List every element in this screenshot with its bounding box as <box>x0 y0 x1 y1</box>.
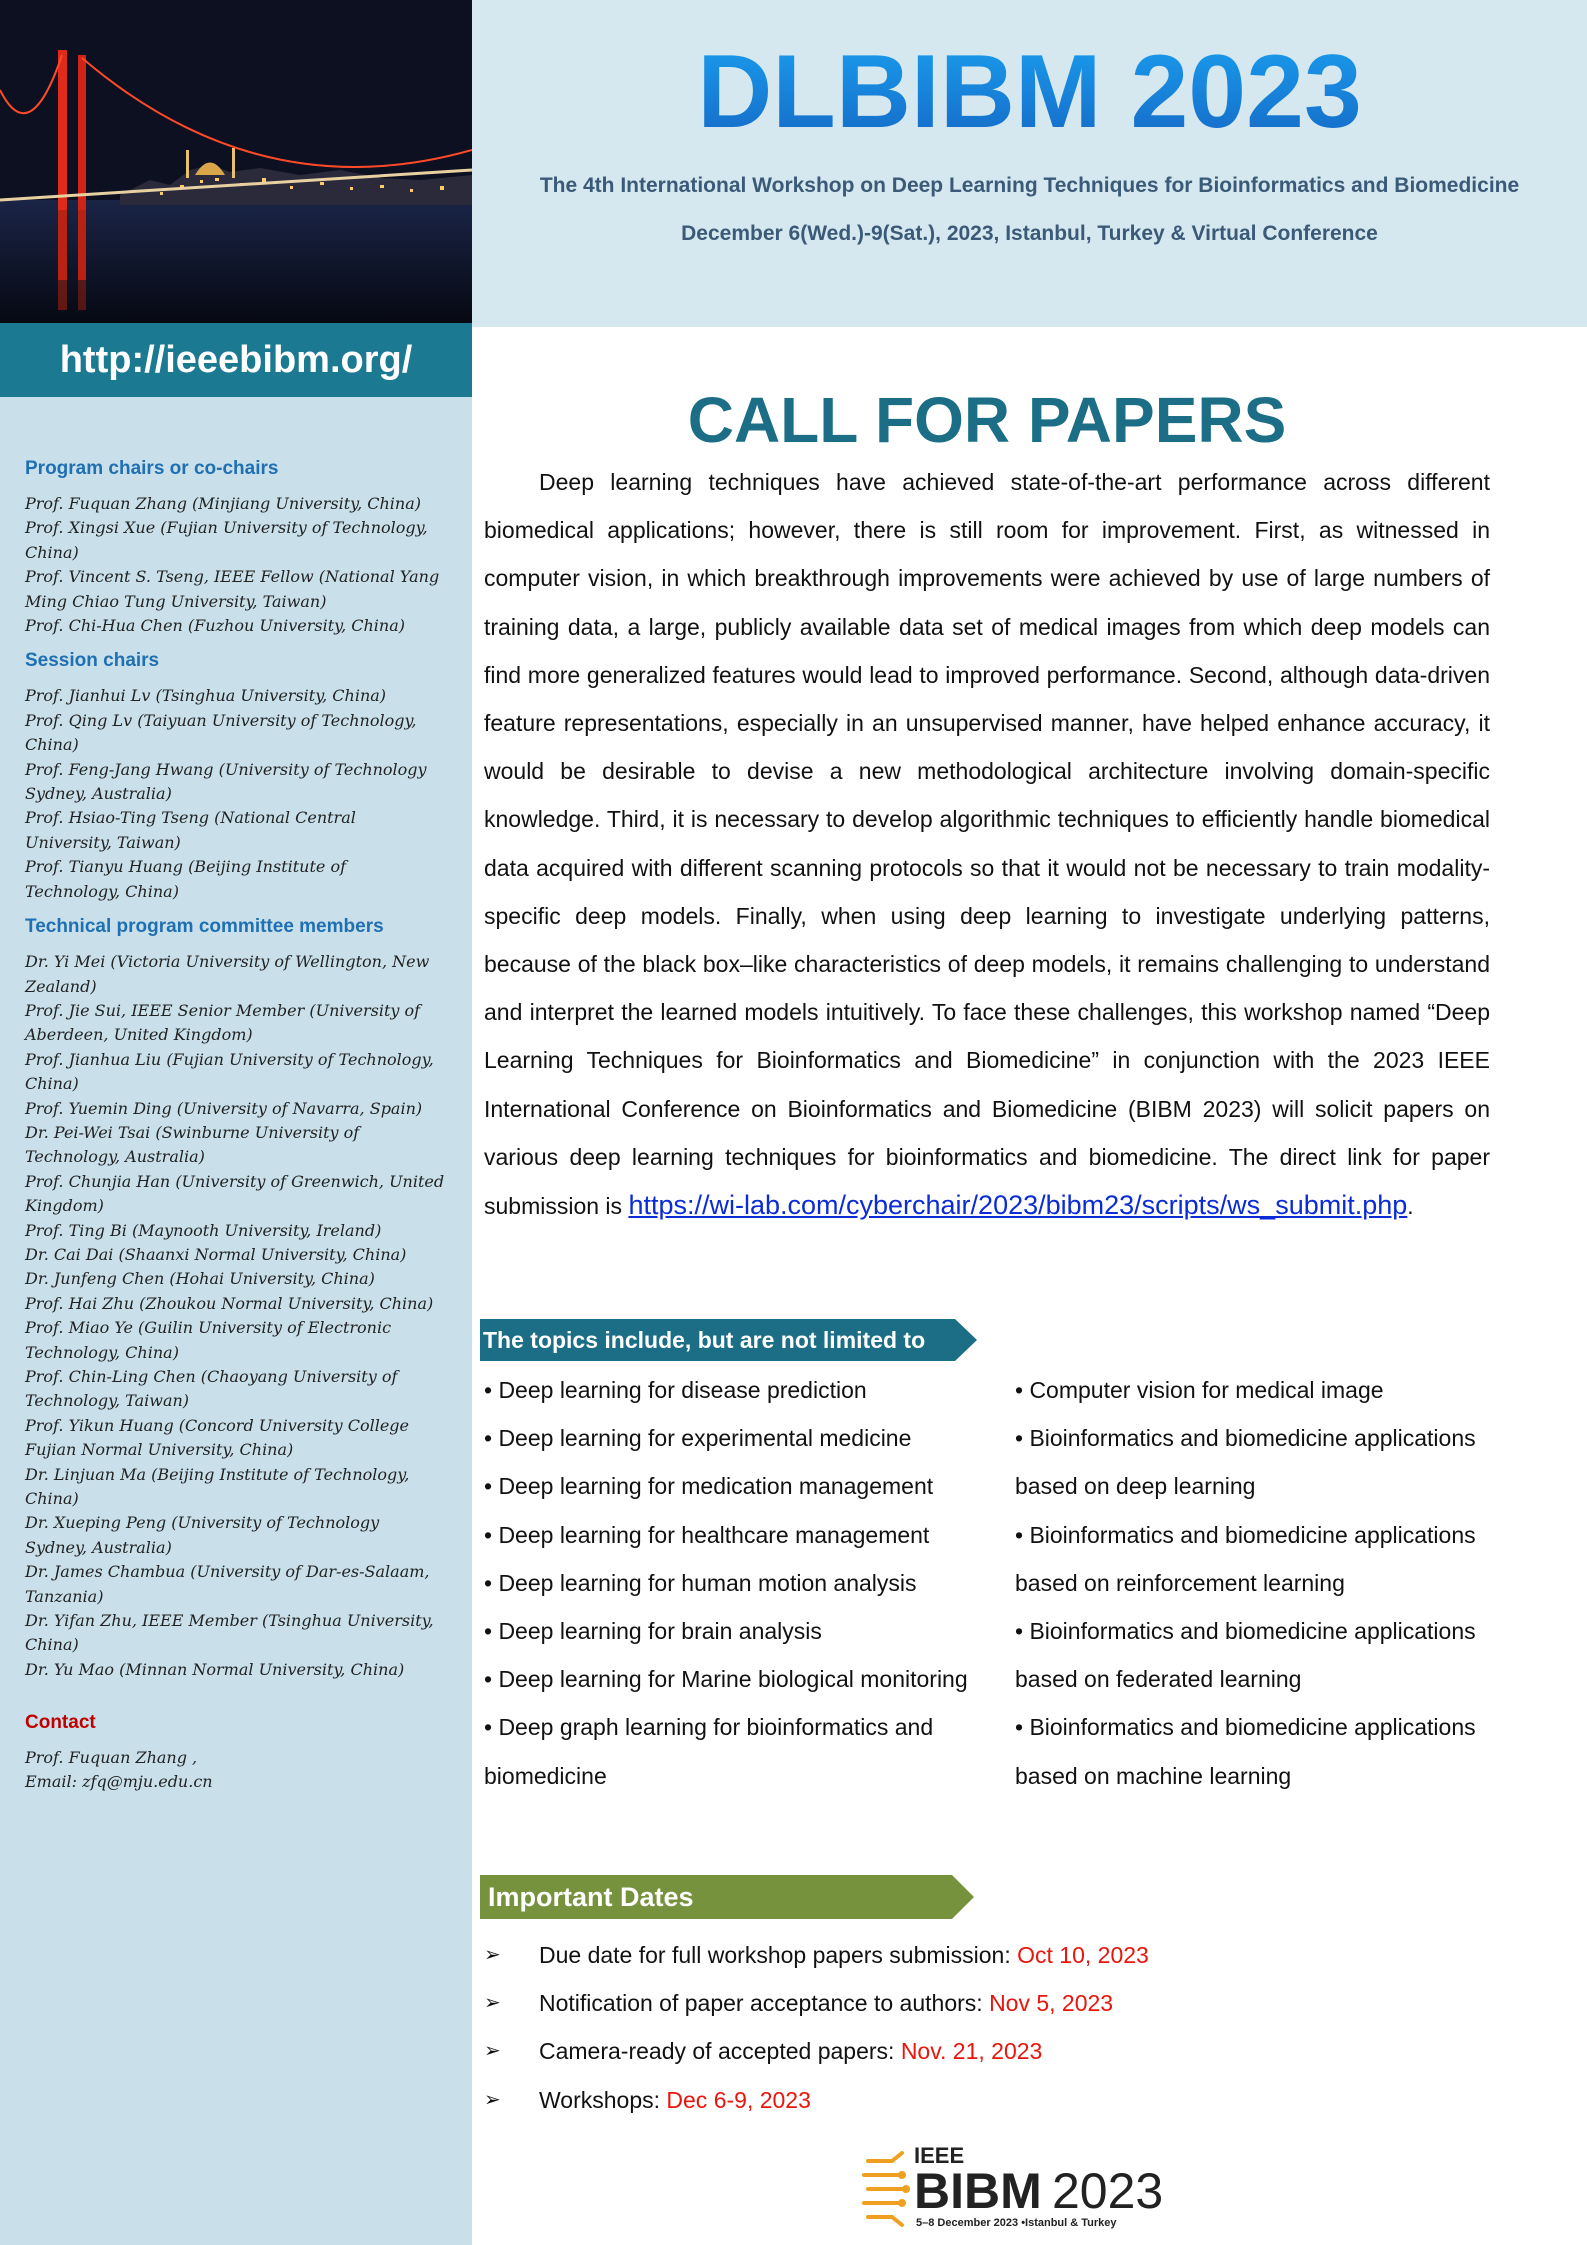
committee-member: Prof. Chunjia Han (University of Greenwich, United Kingdom) <box>25 1171 445 1216</box>
topic-item: • Bioinformatics and biomedicine applications based on reinforcement learning <box>1015 1521 1476 1596</box>
sidebar <box>0 0 472 2245</box>
workshop-title: DLBIBM 2023 <box>472 32 1587 152</box>
circuit-icon <box>862 2151 912 2231</box>
committee-member: Prof. Miao Ye (Guilin University of Electronic Technology, China) <box>25 1318 392 1362</box>
link-suffix: . <box>1407 1193 1414 1220</box>
workshop-dates: December 6(Wed.)-9(Sat.), 2023, Istanbul, Turkey & Virtual Conference <box>681 222 1378 245</box>
committee-member: Prof. Chi-Hua Chen (Fuzhou University, China) <box>25 616 405 636</box>
committee-member: Dr. Xueping Peng (University of Technology Sydney, Australia) <box>25 1513 380 1557</box>
bosphorus-bridge-photo <box>0 0 472 323</box>
topic-item: • Deep learning for healthcare management <box>484 1521 930 1548</box>
header <box>472 0 1587 327</box>
date-item <box>484 2027 1149 2075</box>
date-label: Notification of paper acceptance to authors: <box>539 1990 990 2017</box>
date-item <box>484 1979 1149 2027</box>
committee-member: Dr. Junfeng Chen (Hohai University, China) <box>25 1269 375 1289</box>
logo-subline: 5–8 December 2023 •Istanbul & Turkey <box>916 2217 1117 2229</box>
committee-member: Dr. Yifan Zhu, IEEE Member (Tsinghua University, China) <box>25 1611 434 1655</box>
date-value: Nov 5, 2023 <box>989 1990 1114 2017</box>
logo-ieee: IEEE <box>914 2143 965 2168</box>
committee-member: Prof. Hsiao-Ting Tseng (National Central University, Taiwan) <box>25 808 356 852</box>
topic-item: • Deep learning for Marine biological monitoring <box>484 1666 968 1693</box>
date-value: Dec 6-9, 2023 <box>666 2086 811 2113</box>
date-item <box>484 1931 1149 1979</box>
logo-year: 2023 <box>1052 2163 1164 2219</box>
committee-member: Dr. Pei-Wei Tsai (Swinburne University of Technology, Australia) <box>25 1122 360 1167</box>
sidebar-section-heading: Technical program committee members <box>25 916 384 938</box>
arrow-bullet-icon: ➢ <box>484 1944 501 1966</box>
committee-member: Prof. Qing Lv (Taiyuan University of Technology, China) <box>25 710 417 755</box>
topic-item: • Bioinformatics and biomedicine applications based on federated learning <box>1015 1618 1476 1693</box>
committee-member: Prof. Tianyu Huang (Beijing Institute of Technology, China) <box>25 857 347 901</box>
committee-member: Prof. Xingsi Xue (Fujian University of Technology, China) <box>25 518 428 562</box>
dates-heading: Important Dates <box>488 1882 694 1912</box>
contact-email[interactable]: Email: zfq@mju.edu.cn <box>25 1772 213 1792</box>
topics-right-column <box>1015 1366 1515 1800</box>
topic-item: • Deep learning for medication management <box>484 1473 934 1500</box>
committee-member: Prof. Feng-Jang Hwang (University of Technology Sydney, Australia) <box>25 759 427 804</box>
sidebar-member-list <box>25 684 445 904</box>
bridge-night-illustration <box>0 0 472 323</box>
dates-banner <box>480 1875 980 1919</box>
arrow-bullet-icon: ➢ <box>484 2088 501 2111</box>
topic-item: • Deep learning for disease prediction <box>484 1377 867 1403</box>
committee-member: Prof. Yuemin Ding (University of Navarra, Spain) <box>25 1098 423 1118</box>
date-value: Oct 10, 2023 <box>1017 1942 1149 1968</box>
committee-member: Prof. Fuquan Zhang (Minjiang University, China) <box>25 494 421 513</box>
cfp-body <box>484 458 1490 1230</box>
date-label: Camera-ready of accepted papers: <box>539 2038 901 2065</box>
date-label: Workshops: <box>539 2086 667 2113</box>
committee-member: Prof. Jie Sui, IEEE Senior Member (University of Aberdeen, United Kingdom) <box>25 1000 421 1045</box>
arrow-bullet-icon: ➢ <box>484 1992 501 2015</box>
sidebar-member-list <box>25 492 445 638</box>
committee-member: Prof. Chin-Ling Chen (Chaoyang University of Technology, Taiwan) <box>25 1367 398 1411</box>
submission-link[interactable]: https://wi-lab.com/cyberchair/2023/bibm23/scripts/ws_submit.php <box>628 1190 1408 1221</box>
contact-heading: Contact <box>25 1712 96 1734</box>
topic-item: • Deep learning for human motion analysis <box>484 1569 917 1596</box>
committee-member: Prof. Ting Bi (Maynooth University, Ireland) <box>25 1220 382 1240</box>
committee-member: Dr. Linjuan Ma (Beijing Institute of Technology, China) <box>25 1464 410 1509</box>
contact-name: Prof. Fuquan Zhang , <box>25 1748 198 1768</box>
cfp-body-text: Deep learning techniques have achieved state-of-the-art performance across different biomedical applications; however, there is still room for improvement. First, as witnessed in computer vision, in which breakthrough improvements were achieved by use of large numbers of training data, a large, publicly available data set of medical images from which deep models can find more generalized features would lead to improved performance. Second, although data-driven feature representations, especially in an unsupervised manner, have helped enhance accuracy, it would be desirable to devise a new methodological architecture involving domain-specific knowledge. Third, it is necessary to develop algorithmic techniques to efficiently handle biomedical data acquired with different scanning protocols so that it would not be necessary to train modality-specific deep models. Finally, when using deep learning to investigate underlying patterns, because of the black box–like characteristics of deep models, it remains challenging to understand and interpret the learned models intuitively. To face these challenges, this workshop named “Deep Learning Techniques for Bioinformatics and Biomedicine” in conjunction with the 2023 IEEE International Conference on Bioinformatics and Biomedicine (BIBM 2023) will solicit papers on various deep learning techniques for bioinformatics and biomedicine. The direct link for paper submission is <box>484 469 1490 1220</box>
cfp-title: CALL FOR PAPERS <box>687 384 1287 456</box>
arrow-bullet-icon: ➢ <box>484 2040 501 2063</box>
sidebar-section-heading: Session chairs <box>25 650 160 672</box>
workshop-subtitle: The 4th International Workshop on Deep Learning Techniques for Bioinformatics and Biomedicine <box>539 174 1520 197</box>
topic-item: • Computer vision for medical image <box>1015 1377 1384 1403</box>
logo-bibm: BIBM <box>914 2163 1042 2219</box>
topic-item: • Bioinformatics and biomedicine applications based on machine learning <box>1015 1714 1476 1789</box>
date-item <box>484 2076 1149 2124</box>
committee-member: Prof. Hai Zhu (Zhoukou Normal University, China) <box>25 1293 434 1313</box>
date-label: Due date for full workshop papers submission: <box>539 1942 1018 1968</box>
committee-member: Dr. Yi Mei (Victoria University of Wellington, New Zealand) <box>25 952 430 996</box>
topic-item: • Deep graph learning for bioinformatics and biomedicine <box>484 1714 934 1789</box>
committee-member: Prof. Jianhui Lv (Tsinghua University, China) <box>25 686 387 706</box>
committee-member: Prof. Yikun Huang (Concord University College Fujian Normal University, China) <box>25 1415 410 1460</box>
topic-item: • Bioinformatics and biomedicine applications based on deep learning <box>1015 1425 1476 1500</box>
sidebar-section-heading: Program chairs or co-chairs <box>25 458 279 479</box>
website-url[interactable]: http://ieeebibm.org/ <box>0 323 472 397</box>
topics-banner <box>480 1319 980 1361</box>
committee-member: Dr. Yu Mao (Minnan Normal University, China) <box>25 1659 405 1679</box>
topics-left-column <box>484 1366 984 1800</box>
committee-list <box>25 458 445 1794</box>
important-dates-list <box>484 1931 1149 2124</box>
committee-member: Prof. Jianhua Liu (Fujian University of Technology, China) <box>25 1049 434 1094</box>
sidebar-member-list <box>25 950 445 1682</box>
topic-item: • Deep learning for experimental medicine <box>484 1425 912 1452</box>
committee-member: Dr. Cai Dai (Shaanxi Normal University, China) <box>25 1244 407 1264</box>
committee-member: Prof. Vincent S. Tseng, IEEE Fellow (National Yang Ming Chiao Tung University, Taiwan) <box>25 567 440 611</box>
date-value: Nov. 21, 2023 <box>900 2038 1043 2065</box>
committee-member: Dr. James Chambua (University of Dar-es-Salaam, Tanzania) <box>25 1562 430 1606</box>
topic-item: • Deep learning for brain analysis <box>484 1618 822 1645</box>
topics-heading: The topics include, but are not limited to <box>483 1327 926 1353</box>
ieee-bibm-logo <box>862 2143 1162 2235</box>
